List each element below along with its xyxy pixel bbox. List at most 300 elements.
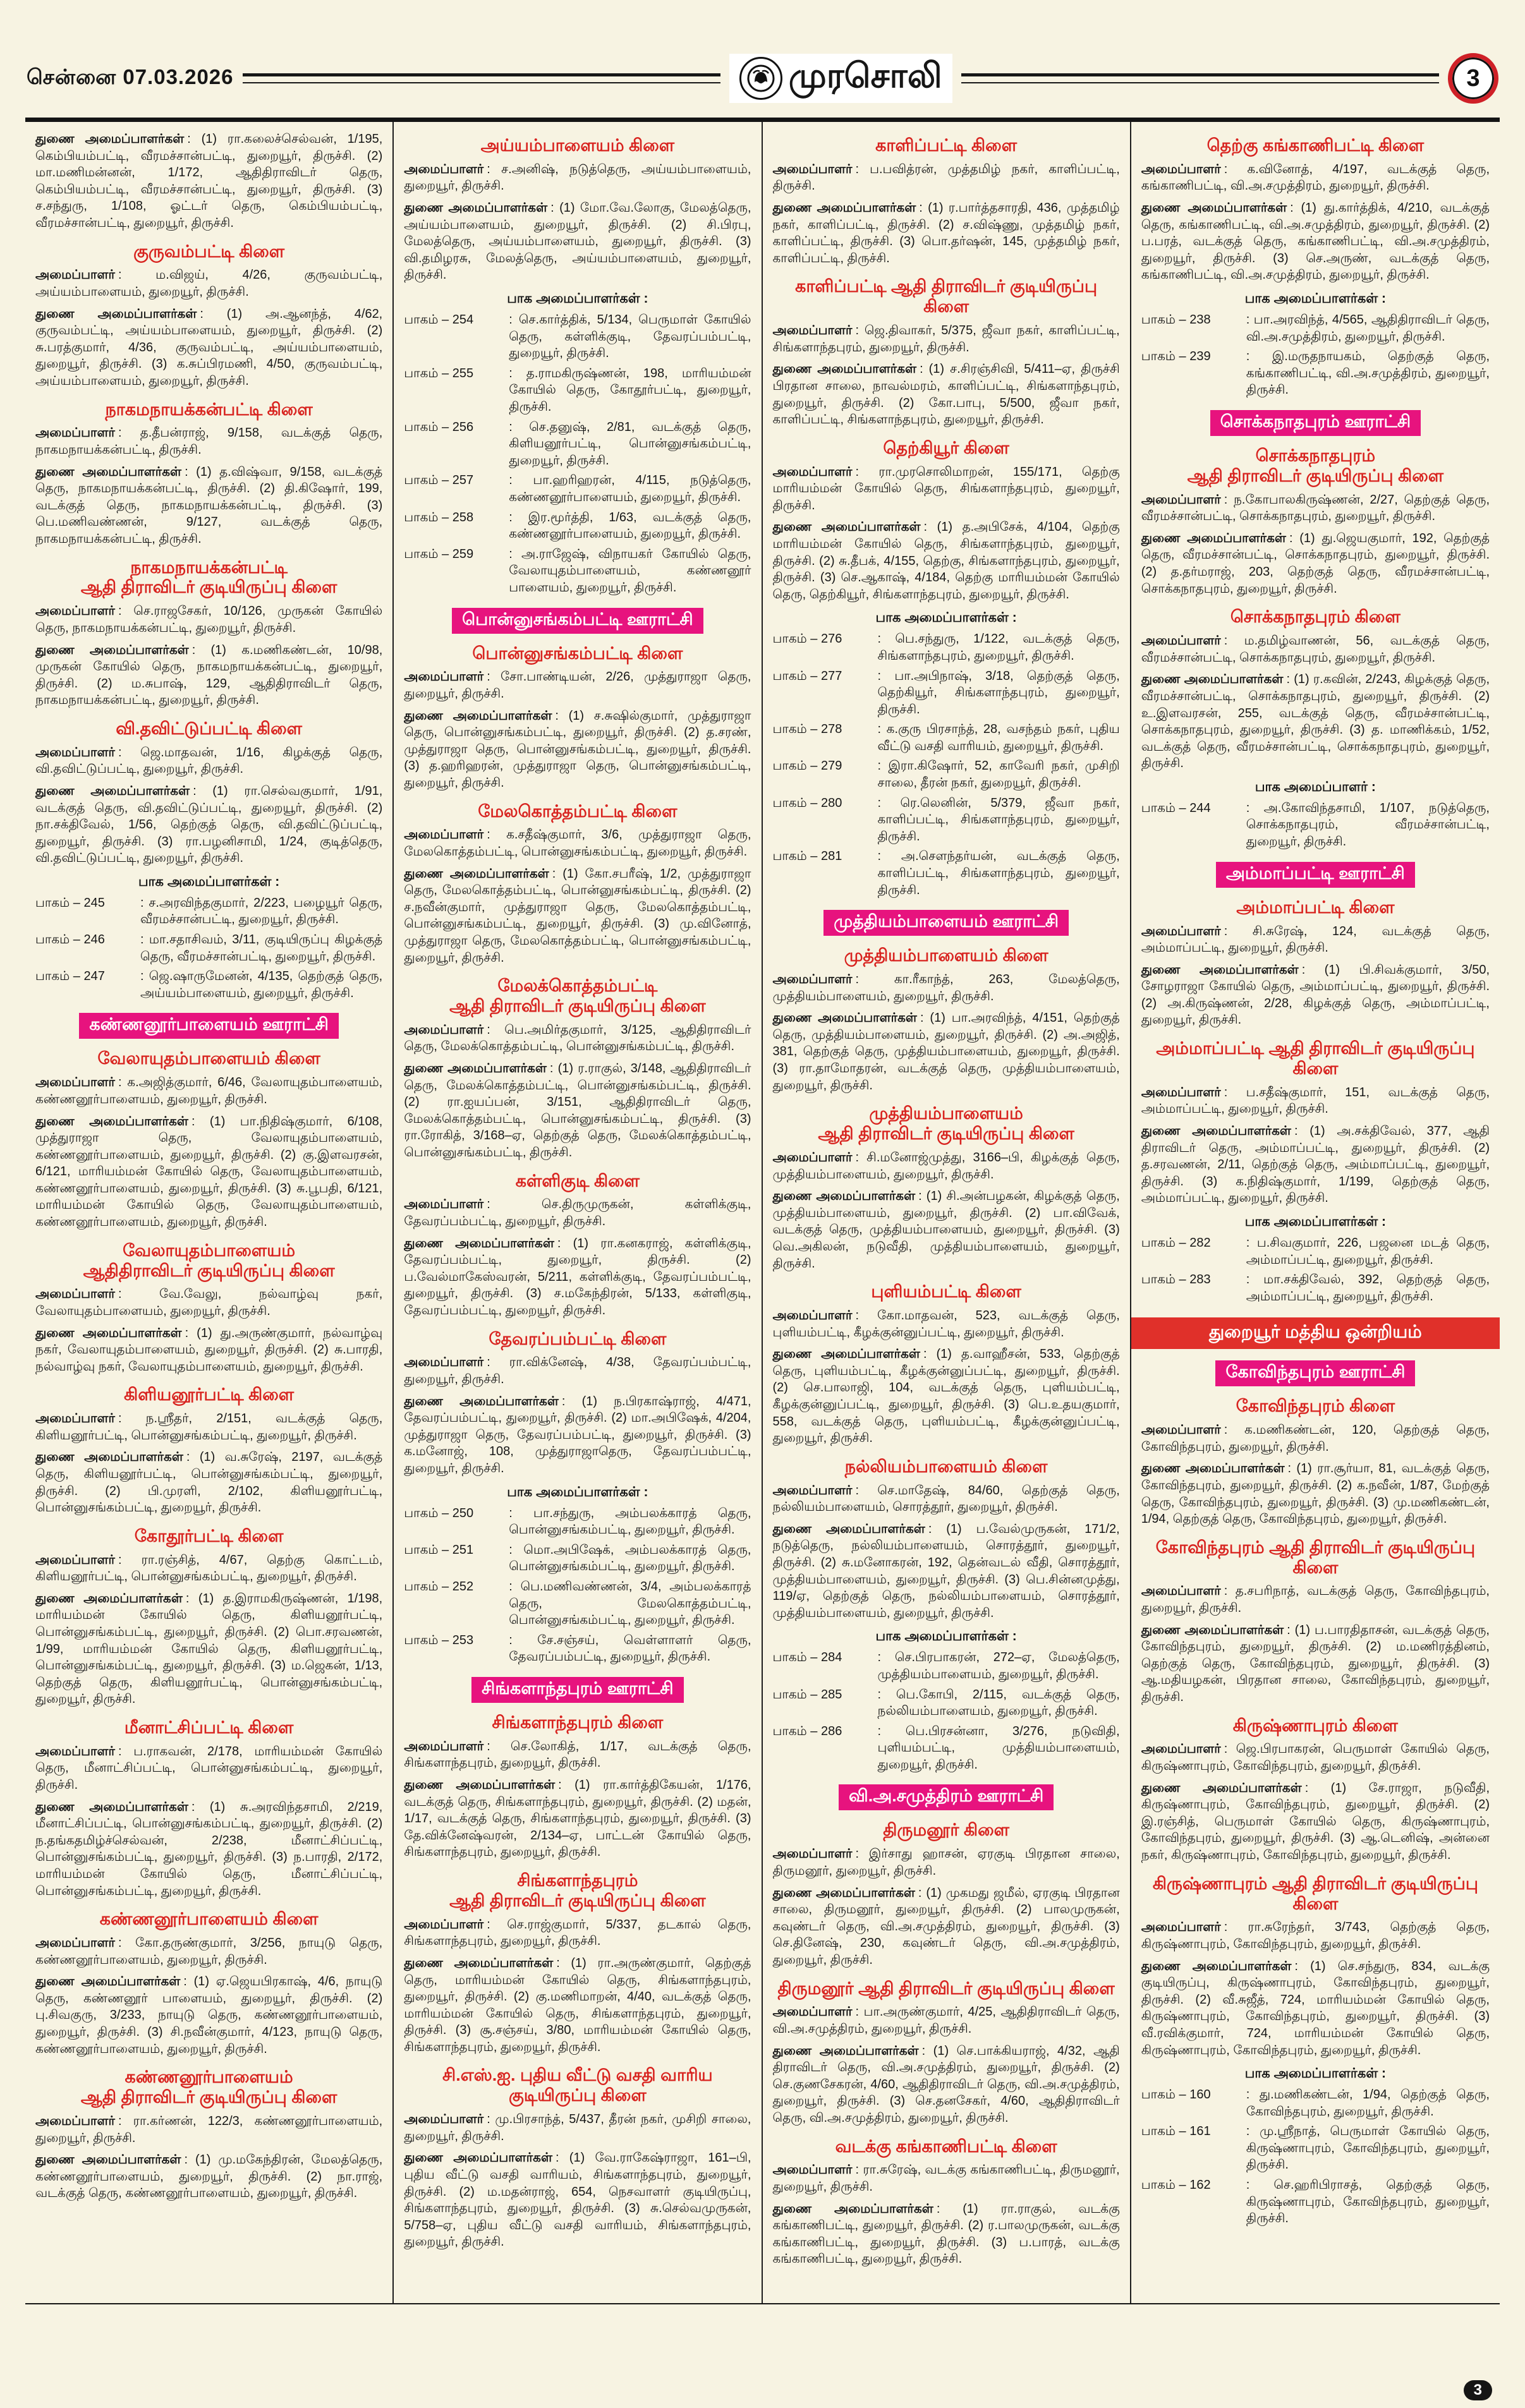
ward-text: : ரெ.லெனின், 5/379, ஜீவா நகர், காளிப்பட்டி, சிங்களாந்தபுரம், துறையூர், திருச்சி. xyxy=(877,796,1120,844)
para-lead: அமைப்பாளர் xyxy=(772,972,853,987)
murasoli-bull-logo-icon xyxy=(739,57,782,100)
ward-list-heading: பாக அமைப்பாளர்கள் : xyxy=(138,874,280,889)
branch-header: கோவிந்தபுரம் ஆதி திராவிடர் குடியிருப்பு கிளை xyxy=(1155,1537,1476,1577)
para-lead: அமைப்பாளர் xyxy=(404,670,484,684)
ward-number: பாகம் – 285 xyxy=(772,1687,842,1702)
office-bearer-para: துணை அமைப்பாளர்கள் : (1) ரா.ராகுல், வடக்கு கங்காணிபட்டி, துறையூர், திருச்சி. (2) ர.பாலமுருகன், வடக்கு கங்காணிபட்டி, துறையூர், திருச்சி. (3) ப.பாரத், வடக்கு கங்காணிபட்டி, துறையூர், திருச்சி. xyxy=(772,2201,1120,2266)
para-lead: துணை அமைப்பாளர்கள் xyxy=(35,464,182,479)
office-bearer-para: துணை அமைப்பாளர்கள் : (1) மோ.வே.லோகு, மேலத்தெரு, அய்யம்பாளையம், துறையூர், திருச்சி. (2) சி.பிரபு, மேலத்தெரு, அய்யம்பாளையம், துறையூர், திருச்சி. (3) வி.தமிழரசு, மேலத்தெரு, அய்யம்பாளையம், துறையூர், திருச்சி. xyxy=(404,201,751,282)
office-bearer-para: அமைப்பாளர் : வே.வேலு, நல்வாழ்வு நகர், வேலாயுதம்பாளையம், துறையூர், திருச்சி. xyxy=(35,1287,383,1318)
ward-row xyxy=(773,795,1120,845)
para-lead: அமைப்பாளர் xyxy=(1141,1742,1221,1757)
para-lead: அமைப்பாளர் xyxy=(772,1483,853,1497)
para-lead: அமைப்பாளர் xyxy=(1141,634,1221,648)
page-number-badge: 3 xyxy=(1448,53,1498,104)
office-bearer-para: துணை அமைப்பாளர்கள் : (1) அ.ஆனந்த், 4/62, குருவம்பட்டி, அய்யம்பாளையம், துறையூர், திருச்சி. (2) சு.பரத்குமார், 4/36, குருவம்பட்டி, அய்யம்பாளையம், துறையூர், திருச்சி. (3) க.சுப்பிரமணி, 4/50, குருவம்பட்டி, அய்யம்பாளையம், துறையூர், திருச்சி. xyxy=(35,306,383,388)
ward-row xyxy=(404,546,751,596)
para-lead: துணை அமைப்பாளர்கள் xyxy=(1141,962,1299,977)
news-column-3 xyxy=(763,122,1131,2303)
office-bearer-para: அமைப்பாளர் : ஜெ.மாதவன், 1/16, கிழக்குத் தெரு, வி.தவிட்டுப்பட்டி, துறையூர், திருச்சி. xyxy=(35,745,383,777)
para-lead: அமைப்பாளர் xyxy=(772,1308,853,1322)
ward-number: பாகம் – 259 xyxy=(404,547,474,561)
office-bearer-para: துணை அமைப்பாளர்கள் : (1) ரா.கலைச்செல்வன், 1/195, கெம்பியம்பட்டி, வீரமச்சான்பட்டி, துறையூர், திருச்சி. (2) மா.மணிமன்னன், 1/172, ஆதிதிராவிடர் தெரு, கெம்பியம்பட்டி, வீரமச்சான்பட்டி, துறையூர், திருச்சி. (3) ச.சந்துரு, 1/108, ஓட்டர் தெரு, கெம்பியம்பட்டி, வீரமச்சான்பட்டி, துறையூர், திருச்சி. xyxy=(35,132,383,230)
branch-header: சொக்கநாதபுரம் கிளை xyxy=(1230,607,1400,627)
branch-header: சொக்கநாதபுரம் ஆதி திராவிடர் குடியிருப்பு கிளை xyxy=(1187,445,1444,485)
ward-number: பாகம் – 284 xyxy=(772,1650,842,1665)
ward-number: பாகம் – 280 xyxy=(772,796,842,810)
ward-number: பாகம் – 246 xyxy=(35,933,105,947)
office-bearer-para: அமைப்பாளர் : த.தீபன்ராஜ், 9/158, வடக்குத் தெரு, நாகமநாயக்கன்பட்டி, திருச்சி. xyxy=(35,426,383,457)
ward-list-heading: பாக அமைப்பாளர் : xyxy=(1255,779,1376,794)
branch-header: குருவம்பட்டி கிளை xyxy=(133,241,285,261)
ward-row xyxy=(1141,2086,1490,2120)
branch-header: சிங்களாந்தபுரம் கிளை xyxy=(492,1712,664,1732)
office-bearer-para: துணை அமைப்பாளர்கள் : (1) செ.சந்துரு, 834, வடக்கு குடியிருப்பு, கிருஷ்ணாபுரம், கோவிந்தபுரம், துறையூர், திருச்சி. (2) வீ.சுஜீத், 724, மாரியம்மன் கோயில் தெரு, கிருஷ்ணாபுரம், கோவிந்தபுரம், துறையூர், திருச்சி. (3) வீ.ரவிக்குமார், 724, மாரியம்மன் கோயில் தெரு, கிருஷ்ணாபுரம், கோவிந்தபுரம், துறையூர், திருச்சி. xyxy=(1141,1959,1490,2057)
office-bearer-para: துணை அமைப்பாளர்கள் : (1) பி.சிவக்குமார், 3/50, சோழராஜா கோயில் தெரு, அம்மாப்பட்டி, துறையூர், திருச்சி. (2) அ.கிருஷ்ணன், 2/28, கிழக்குத் தெரு, அம்மாப்பட்டி, துறையூர், திருச்சி. xyxy=(1141,962,1490,1027)
office-bearer-para: அமைப்பாளர் : சோ.பாண்டியன், 2/26, முத்துராஜா தெரு, துறையூர், திருச்சி. xyxy=(404,670,751,701)
para-lead: துணை அமைப்பாளர்கள் xyxy=(772,362,917,377)
union-banner: துறையூர் மத்திய ஒன்றியம் xyxy=(1131,1317,1500,1349)
para-lead: அமைப்பாளர் xyxy=(35,1412,115,1426)
office-bearer-para: அமைப்பாளர் : செ.திருமுருகன், கள்ளிக்குடி, தேவரப்பம்பட்டி, துறையூர், திருச்சி. xyxy=(404,1197,751,1229)
ward-text: : பெ.பிரசன்னா, 3/276, நடுவிதி, புளியம்பட்டி, முத்தியம்பாளையம், துறையூர், திருச்சி. xyxy=(877,1724,1120,1772)
ward-number: பாகம் – 250 xyxy=(404,1506,474,1520)
branch-header: மேலக்கொத்தம்பட்டி ஆதி திராவிடர் குடியிருப்பு கிளை xyxy=(449,976,706,1015)
office-bearer-para: துணை அமைப்பாளர்கள் : (1) மு.மகேந்திரன், மேலத்தெரு, கண்ணனூர்பாளையம், துறையூர், திருச்சி. (2) நா.ராஜ், வடக்குத் தெரு, கண்ணனூர்பாளையம், துறையூர், திருச்சி. xyxy=(35,2153,383,2201)
ward-number: பாகம் – 245 xyxy=(35,895,105,910)
ward-number: பாகம் – 277 xyxy=(772,669,842,683)
office-bearer-para: அமைப்பாளர் : ரா.சுரேந்தர், 3/743, தெற்குத் தெரு, கிருஷ்ணாபுரம், கோவிந்தபுரம், துறையூர், திருச்சி. xyxy=(1141,1920,1490,1951)
office-bearer-para: துணை அமைப்பாளர்கள் : (1) ச.சிரஞ்சிவி, 5/411–ஏ, திருச்சி பிரதான சாலை, நாவல்மரம், காளிப்பட்டி, சிங்களாந்தபுரம், துறையூர், திருச்சி. (2) கோ.பாபு, 5/500, ஜீவா நகர், காளிப்பட்டி, சிங்களாந்தபுரம், துறையூர், திருச்சி. xyxy=(772,362,1120,427)
office-bearer-para: அமைப்பாளர் : சி.மனோஜ்முத்து, 3166–பி, கிழக்குத் தெரு, முத்தியம்பாளையம், துறையூர், திருச்சி. xyxy=(772,1150,1120,1182)
office-bearer-para: துணை அமைப்பாளர்கள் : (1) ரா.சூர்யா, 81, வடக்குத் தெரு, கோவிந்தபுரம், துறையூர், திருச்சி. (2) க.நவீன், 1/87, மேற்குத் தெரு, கோவிந்தபுரம், துறையூர், திருச்சி. (3) மு.மணிகண்டன், 1/94, தெற்குத் தெரு, கோவிந்தபுரம், துறையூர், திருச்சி. xyxy=(1141,1461,1490,1527)
ward-text: : செ.ஹரிபிராசத், தெற்குத் தெரு, கிருஷ்ணாபுரம், கோவிந்தபுரம், துறையூர், திருச்சி. xyxy=(1246,2178,1490,2226)
office-bearer-para: துணை அமைப்பாளர்கள் : (1) வ.சுரேஷ், 2197, வடக்குத் தெரு, கிளியனூர்பட்டி, பொன்னுசங்கம்பட்டி, துறையூர், திருச்சி. (2) பி.முரளி, 2/102, கிளியனூர்பட்டி, பொன்னுசங்கம்பட்டி, துறையூர், திருச்சி. xyxy=(35,1450,383,1515)
branch-header: கண்ணனூர்பாளையம் கிளை xyxy=(99,1909,319,1929)
office-bearer-para: துணை அமைப்பாளர்கள் : (1) து.கார்த்திக், 4/210, வடக்குத் தெரு, கங்காணிபட்டி, வி.அ.சமுத்திரம், துறையூர், திருச்சி. (2) ப.பரத், வடக்குத் தெரு, கங்காணிபட்டி, வி.அ.சமுத்திரம், துறையூர், திருச்சி. (3) செ.அருண், வடக்குத் தெரு, கங்காணிபட்டி, வி.அ.சமுத்திரம், துறையூர், திருச்சி. xyxy=(1141,201,1490,282)
ward-text: : ஜெ.ஷாருமேனன், 4/135, தெற்குத் தெரு, அய்யம்பாளையம், துறையூர், திருச்சி. xyxy=(140,969,383,1000)
branch-header: வடக்கு கங்காணிபட்டி கிளை xyxy=(835,2136,1057,2156)
office-bearer-para: அமைப்பாளர் : ரா.ரஞ்சித், 4/67, தெற்கு கொட்டம், கிளியனூர்பட்டி, பொன்னுசங்கம்பட்டி, துறையூர், திருச்சி. xyxy=(35,1552,383,1584)
ward-text: : செ.கார்த்திக், 5/134, பெருமாள் கோயில் தெரு, கள்ளிக்குடி, தேவரப்பம்பட்டி, துறையூர், திருச்சி. xyxy=(509,313,751,361)
ward-number: பாகம் – 238 xyxy=(1141,313,1211,327)
ward-text: : பா.அபிநாஷ், 3/18, தெற்குத் தெரு, தெற்கியூர், சிங்களாந்தபுரம், துறையூர், திருச்சி. xyxy=(877,669,1120,717)
branch-header: சி.எஸ்.ஐ. புதிய வீட்டு வசதி வாரிய குடியிருப்பு கிளை xyxy=(442,2066,713,2105)
office-bearer-para: துணை அமைப்பாளர்கள் : (1) ப.வேல்முருகன், 171/2, நடுத்தெரு, நல்லியம்பாளையம், சொரத்தூர், துறையூர், திருச்சி. (2) சு.மனோகரன், 192, தென்வடல் வீதி, சொரத்தூர், முத்தியம்பாளையம், துறையூர், திருச்சி. (3) பெ.சின்னமுத்து, 119/ஏ, தெற்குத் தெரு, நல்லியம்பாளையம், சொரத்தூர், முத்தியம்பாளையம், துறையூர், திருச்சி. xyxy=(772,1522,1120,1620)
ward-number: பாகம் – 239 xyxy=(1141,349,1211,364)
para-lead: துணை அமைப்பாளர்கள் xyxy=(1141,1959,1292,1973)
newspaper-title: முரசொலி xyxy=(788,57,942,95)
para-lead: துணை அமைப்பாளர்கள் xyxy=(35,1975,181,1989)
para-lead: அமைப்பாளர் xyxy=(35,426,115,440)
ward-text: : மு.ஸ்ரீநாத், பெருமாள் கோயில் தெரு, கிருஷ்ணாபுரம், கோவிந்தபுரம், துறையூர், திருச்சி. xyxy=(1246,2124,1490,2172)
para-lead: அமைப்பாளர் xyxy=(35,2114,115,2128)
ward-text: : பெ.கோபி, 2/115, வடக்குத் தெரு, நல்லியம்பாளையம், துறையூர், திருச்சி. xyxy=(877,1687,1120,1719)
office-bearer-para: அமைப்பாளர் : செ.ராஜசேகர், 10/126, முருகன் கோயில் தெரு, நாகமநாயக்கன்பட்டி, துறையூர், திருச்சி. xyxy=(35,604,383,635)
branch-header: முத்தியம்பாளையம் ஆதி திராவிடர் குடியிருப்பு கிளை xyxy=(818,1104,1074,1144)
office-bearer-para: துணை அமைப்பாளர்கள் : (1) ர.பார்த்தசாரதி, 436, முத்தமிழ் நகர், காளிப்பட்டி, திருச்சி. (2) ச.விஷ்ணு, முத்தமிழ் நகர், காளிப்பட்டி, திருச்சி. (3) பொ.தர்ஷன், 145, முத்தமிழ் நகர், காளிப்பட்டி, திருச்சி. xyxy=(772,201,1120,265)
para-lead: துணை அமைப்பாளர்கள் xyxy=(404,1062,547,1076)
branch-header: வேலாயுதம்பாளையம் கிளை xyxy=(97,1049,320,1068)
office-bearer-para: அமைப்பாளர் : ரா.முரசொலிமாறன், 155/171, தெற்கு மாரியம்மன் கோயில் தெரு, சிங்களாந்தபுரம், துறையூர், திருச்சி. xyxy=(772,464,1120,512)
ward-text: : இரா.கிஷோர், 52, காவேரி நகர், முசிறி சாலை, தீரன் நகர், துறையூர், திருச்சி. xyxy=(877,759,1120,790)
branch-header: தேவரப்பம்பட்டி கிளை xyxy=(489,1329,667,1348)
para-lead: துணை அமைப்பாளர்கள் xyxy=(35,1450,183,1465)
office-bearer-para: அமைப்பாளர் : ப.சதீஷ்குமார், 151, வடக்குத் தெரு, அம்மாப்பட்டி, துறையூர், திருச்சி. xyxy=(1141,1085,1490,1116)
office-bearer-para: அமைப்பாளர் : ச.அனிஷ், நடுத்தெரு, அய்யம்பாளையம், துறையூர், திருச்சி. xyxy=(404,162,751,193)
para-lead: துணை அமைப்பாளர்கள் xyxy=(404,1236,554,1250)
office-bearer-para: துணை அமைப்பாளர்கள் : (1) கோ.சபரீஷ், 1/2, முத்துராஜா தெரு, மேலகொத்தம்பட்டி, பொன்னுசங்கம்பட்டி, திருச்சி. (2) ச.நவீன்குமார், முத்துராஜா தெரு, மேலகொத்தம்பட்டி, பொன்னுசங்கம்பட்டி, துறையூர், திருச்சி. (3) மு.வினோத், முத்துராஜா தெரு, மேலகொத்தம்பட்டி, பொன்னுசங்கம்பட்டி, துறையூர், திருச்சி. xyxy=(404,866,751,965)
office-bearer-para: அமைப்பாளர் : கோ.தருண்குமார், 3/256, நாயுடு தெரு, கண்ணனூர்பாளையம், துறையூர், திருச்சி. xyxy=(35,1936,383,1967)
branch-header: தெற்கியூர் கிளை xyxy=(883,438,1009,457)
ward-row xyxy=(404,472,751,505)
para-lead: துணை அமைப்பாளர்கள் xyxy=(772,520,921,535)
para-lead: துணை அமைப்பாளர்கள் xyxy=(35,1326,182,1340)
office-bearer-para: துணை அமைப்பாளர்கள் : (1) வே.ராகேஷ்ராஜா, 161–பி, புதிய வீட்டு வசதி வாரியம், சிங்களாந்தபுரம், துறையூர், திருச்சி. (2) ம.மதன்ராஜ், 654, நெசவாளர் குடியிருப்பு, சிங்களாந்தபுரம், துறையூர், திருச்சி. (3) சு.செல்வமுருகன், 5/758–ஏ, புதிய வீட்டு வசதி வாரியம், சிங்களாந்தபுரம், துறையூர், திருச்சி. xyxy=(404,2151,751,2249)
ward-text: : மா.சக்திவேல், 392, தெற்குத் தெரு, அம்மாப்பட்டி, துறையூர், திருச்சி. xyxy=(1246,1273,1490,1304)
para-lead: துணை அமைப்பாளர்கள் xyxy=(772,1522,925,1536)
ward-text: : பா.சந்துரு, அம்பலக்காரத் தெரு, பொன்னுசங்கம்பட்டி, துறையூர், திருச்சி. xyxy=(509,1506,751,1537)
para-lead: துணை அமைப்பாளர்கள் xyxy=(35,643,189,657)
office-bearer-para: துணை அமைப்பாளர்கள் : (1) ரா.அருண்குமார், தெற்குத் தெரு, மாரியம்மன் கோயில் தெரு, சிங்களாந்தபுரம், துறையூர், திருச்சி. (2) கு.மணிமாறன், 4/40, வடக்குத் தெரு, மாரியம்மன் கோயில் தெரு, சிங்களாந்தபுரம், துறையூர், திருச்சி. (3) சூ.சஞ்சய், 3/80, மாரியம்மன் கோயில் தெரு, சிங்களாந்தபுரம், துறையூர், திருச்சி. xyxy=(404,1956,751,2054)
office-bearer-para: அமைப்பாளர் : செ.லோகித், 1/17, வடக்குத் தெரு, சிங்களாந்தபுரம், துறையூர், திருச்சி. xyxy=(404,1739,751,1770)
ward-text: : ப.சிவகுமார், 226, பஜனை மடத் தெரு, அம்மாப்பட்டி, துறையூர், திருச்சி. xyxy=(1246,1235,1490,1267)
ward-text: : அ.கோவிந்தசாமி, 1/107, நடுத்தெரு, சொக்கநாதபுரம், வீரமச்சான்பட்டி, துறையூர், திருச்சி. xyxy=(1246,801,1490,849)
header-rule-right xyxy=(961,73,1439,83)
masthead xyxy=(729,54,952,103)
ward-row xyxy=(773,848,1120,898)
para-lead: துணை அமைப்பாளர்கள் xyxy=(404,201,548,215)
office-bearer-para: துணை அமைப்பாளர்கள் : (1) ப.பாரதிதாசன், வடக்குத் தெரு, கோவிந்தபுரம், துறையூர், திருச்சி. (2) ம.மணிரத்தினம், தெற்குத் தெரு, கோவிந்தபுரம், துறையூர், திருச்சி. (3) ஆ.மதியழகன், பிரதான சாலை, கோவிந்தபுரம், துறையூர், திருச்சி. xyxy=(1141,1623,1490,1705)
para-lead: அமைப்பாளர் xyxy=(772,324,853,338)
panchayat-banner: கண்ணனூர்பாளையம் ஊராட்சி xyxy=(79,1013,338,1039)
ward-text: : இ.மருதநாயகம், தெற்குத் தெரு, கங்காணிபட்டி, வி.அ.சமுத்திரம், துறையூர், திருச்சி. xyxy=(1246,349,1490,397)
ward-row xyxy=(1141,2123,1490,2174)
ward-number: பாகம் – 254 xyxy=(404,313,474,327)
branch-header: நாகமநாயக்கன்பட்டி கிளை xyxy=(105,399,313,419)
ward-number: பாகம் – 160 xyxy=(1141,2088,1211,2102)
office-bearer-para: துணை அமைப்பாளர்கள் : (1) க.மணிகண்டன், 10/98, முருகன் கோயில் தெரு, நாகமநாயக்கன்பட்டி, துறையூர், திருச்சி. (2) ம.சுபாஷ், 129, ஆதிதிராவிடர் தெரு, நாகமநாயக்கன்பட்டி, துறையூர், திருச்சி. xyxy=(35,643,383,708)
para-lead: துணை அமைப்பாளர்கள் xyxy=(1141,1123,1291,1138)
ward-text: : பா.ஹரிஹரன், 4/115, நடுத்தெரு, கண்ணனூர்பாளையம், துறையூர், திருச்சி. xyxy=(509,473,751,504)
para-lead: துணை அமைப்பாளர்கள் xyxy=(404,1956,554,1970)
office-bearer-para: அமைப்பாளர் : ப.பவித்ரன், முத்தமிழ் நகர், காளிப்பட்டி, திருச்சி. xyxy=(772,162,1120,193)
para-lead: அமைப்பாளர் xyxy=(1141,1584,1221,1599)
para-lead: துணை அமைப்பாளர்கள் xyxy=(35,1800,188,1814)
branch-header: வேலாயுதம்பாளையம் ஆதிதிராவிடர் குடியிருப்பு கிளை xyxy=(83,1240,335,1280)
branch-header: திருமனூர் கிளை xyxy=(883,1820,1009,1840)
office-bearer-para: அமைப்பாளர் : க.மணிகண்டன், 120, தெற்குத் தெரு, கோவிந்தபுரம், துறையூர், திருச்சி. xyxy=(1141,1423,1490,1454)
office-bearer-para: துணை அமைப்பாளர்கள் : (1) து.அருண்குமார், நல்வாழ்வு நகர், வேலாயுதம்பாளையம், துறையூர், திருச்சி. (2) சு.பாரதி, நல்வாழ்வு நகர், வேலாயுதம்பாளையம், துறையூர், திருச்சி. xyxy=(35,1326,383,1374)
office-bearer-para: துணை அமைப்பாளர்கள் : (1) ஏ.ஜெயபிரகாஷ், 4/6, நாயுடு தெரு, கண்ணனூர் பாளையம், துறையூர், திருச்சி. (2) பு.சிவகுரு, 3/233, நாயுடு தெரு, கண்ணனூர்பாளையம், துறையூர், திருச்சி. (3) சி.நவீன்குமார், 4/123, நாயுடு தெரு, கண்ணனூர்பாளையம், துறையூர், திருச்சி. xyxy=(35,1975,383,2056)
office-bearer-para: அமைப்பாளர் : ந.கோபாலகிருஷ்ணன், 2/27, தெற்குத் தெரு, வீரமச்சான்பட்டி, சொக்கநாதபுரம், துறையூர், திருச்சி. xyxy=(1141,492,1490,524)
office-bearer-para: அமைப்பாளர் : சி.சுரேஷ், 124, வடக்குத் தெரு, அம்மாப்பட்டி, துறையூர், திருச்சி. xyxy=(1141,924,1490,955)
ward-number: பாகம் – 282 xyxy=(1141,1235,1211,1250)
ward-row xyxy=(404,1632,751,1666)
ward-number: பாகம் – 279 xyxy=(772,759,842,773)
para-lead: துணை அமைப்பாளர்கள் xyxy=(772,1189,916,1204)
para-lead: அமைப்பாளர் xyxy=(1141,924,1221,938)
ward-list-heading: பாக அமைப்பாளர்கள் : xyxy=(875,1629,1017,1644)
ward-text: : மா.சதாசிவம், 3/11, குடியிருப்பு கிழக்குத் தெரு, வீரமச்சான்பட்டி, துறையூர், திருச்சி. xyxy=(140,933,383,964)
para-lead: அமைப்பாளர் xyxy=(1141,162,1221,176)
office-bearer-para: அமைப்பாளர் : க.அஜித்குமார், 6/46, வேலாயுதம்பாளையம், கண்ணனூர்பாளையம், துறையூர், திருச்சி. xyxy=(35,1075,383,1106)
para-lead: அமைப்பாளர் xyxy=(772,2163,853,2177)
branch-header: கண்ணனூர்பாளையம் ஆதி திராவிடர் குடியிருப்பு கிளை xyxy=(80,2067,337,2107)
para-lead: அமைப்பாளர் xyxy=(35,1552,115,1567)
branch-header: பொன்னுசங்கம்பட்டி கிளை xyxy=(472,643,683,663)
ward-text: : த.ராமகிருஷ்ணன், 198, மாரியம்மன் கோயில் தெரு, கோதூர்பட்டி, துறையூர், திருச்சி. xyxy=(509,366,751,414)
branch-header: சிங்களாந்தபுரம் ஆதி திராவிடர் குடியிருப்பு கிளை xyxy=(449,1871,706,1910)
ward-text: : பெ.சந்துரு, 1/122, வடக்குத் தெரு, சிங்களாந்தபுரம், துறையூர், திருச்சி. xyxy=(877,632,1120,663)
branch-header: தெற்கு கங்காணிபட்டி கிளை xyxy=(1206,136,1425,155)
para-lead: துணை அமைப்பாளர்கள் xyxy=(404,1394,559,1408)
office-bearer-para: அமைப்பாளர் : இர்சாது ஹாசன், ஏரகுடி பிரதான சாலை, திருமனூர், துறையூர், திருச்சி. xyxy=(772,1847,1120,1878)
office-bearer-para: அமைப்பாளர் : பா.அருண்குமார், 4/25, ஆதிதிராவிடர் தெரு, வி.அ.சமுத்திரம், துறையூர், திருச்சி. xyxy=(772,2005,1120,2036)
panchayat-banner: வி.அ.சமுத்திரம் ஊராட்சி xyxy=(839,1784,1054,1810)
ward-row xyxy=(404,365,751,416)
office-bearer-para: துணை அமைப்பாளர்கள் : (1) சே.ராஜா, நடுவீதி, கிருஷ்ணாபுரம், கோவிந்தபுரம், துறையூர், திருச்சி. (2) இ.ரஞ்சித், பெருமாள் கோயில் தெரு, கிருஷ்ணாபுரம், கோவிந்தபுரம், துறையூர், திருச்சி. (3) ஆ.டெனிஷ், அன்னை நகர், கிருஷ்ணாபுரம், கோவிந்தபுரம், துறையூர், திருச்சி. xyxy=(1141,1781,1490,1863)
ward-list-heading: பாக அமைப்பாளர்கள் : xyxy=(875,610,1017,626)
office-bearer-para: அமைப்பாளர் : த.சபரிநாத், வடக்குத் தெரு, கோவிந்தபுரம், துறையூர், திருச்சி. xyxy=(1141,1584,1490,1616)
para-lead: அமைப்பாளர் xyxy=(1141,1423,1221,1437)
para-lead: அமைப்பாளர் xyxy=(35,268,115,282)
para-lead: அமைப்பாளர் xyxy=(772,464,853,479)
ward-row xyxy=(404,1505,751,1539)
branch-header: கிருஷ்ணாபுரம் கிளை xyxy=(1232,1715,1398,1735)
office-bearer-para: அமைப்பாளர் : கோ.மாதவன், 523, வடக்குத் தெரு, புளியம்பட்டி, கீழக்குன்னுப்பட்டி, துறையூர், திருச்சி. xyxy=(772,1308,1120,1340)
para-lead: அமைப்பாளர் xyxy=(404,2112,484,2127)
branch-header: முத்தியம்பாளையம் கிளை xyxy=(844,946,1048,965)
branch-header: நல்லியம்பாளையம் கிளை xyxy=(844,1456,1048,1476)
para-lead: அமைப்பாளர் xyxy=(404,162,484,176)
ward-row xyxy=(773,1723,1120,1774)
office-bearer-para: அமைப்பாளர் : செ.ராஜ்குமார், 5/337, தடகால் தெரு, சிங்களாந்தபுரம், துறையூர், திருச்சி. xyxy=(404,1917,751,1949)
para-lead: துணை அமைப்பாளர்கள் xyxy=(404,2151,552,2165)
office-bearer-para: அமைப்பாளர் : ப.ராகவன், 2/178, மாரியம்மன் கோயில் தெரு, மீனாட்சிப்பட்டி, பொன்னுசங்கம்பட்டி, துறையூர், திருச்சி. xyxy=(35,1744,383,1793)
ward-row xyxy=(773,721,1120,754)
ward-number: பாகம் – 247 xyxy=(35,969,105,984)
ward-number: பாகம் – 251 xyxy=(404,1542,474,1557)
ward-text: : அ.ராஜேஷ், விநாயகர் கோயில் தெரு, வேலாயுதம்பாளையம், கண்ணனூர் பாளையம், துறையூர், திருச்சி. xyxy=(509,547,751,595)
office-bearer-para: துணை அமைப்பாளர்கள் : (1) ரா.கனகராஜ், கள்ளிக்குடி, தேவரப்பம்பட்டி, துறையூர், திருச்சி. (2) ப.வேல்மாகேஸ்வரன், 5/211, கள்ளிக்குடி, தேவரப்பம்பட்டி, துறையூர், திருச்சி. (3) ச.மகேந்திரன், 5/133, கள்ளிகுடி, தேவரப்பம்பட்டி, துறையூர், திருச்சி. xyxy=(404,1236,751,1318)
para-lead: துணை அமைப்பாளர்கள் xyxy=(772,2043,919,2058)
ward-text: : மொ.அபிஷேக், அம்பலக்காரத் தெரு, பொன்னுசங்கம்பட்டி, துறையூர், திருச்சி. xyxy=(509,1542,751,1574)
para-lead: துணை அமைப்பாளர்கள் xyxy=(772,1885,915,1900)
para-lead: அமைப்பாளர் xyxy=(772,2005,853,2019)
para-lead: துணை அமைப்பாளர்கள் xyxy=(404,866,549,881)
office-bearer-para: அமைப்பாளர் : ரா.கர்ணன், 122/3, கண்ணனூர்பாளையம், துறையூர், திருச்சி. xyxy=(35,2114,383,2145)
ward-row xyxy=(773,668,1120,718)
ward-text: : பெ.மணிவண்ணன், 3/4, அம்பலக்காரத் தெரு, மேலகொத்தம்பட்டி, பொன்னுசங்கம்பட்டி, துறையூர், திருச்சி. xyxy=(509,1580,751,1628)
ward-number: பாகம் – 255 xyxy=(404,366,474,380)
para-lead: துணை அமைப்பாளர்கள் xyxy=(404,708,552,723)
panchayat-banner: கோவிந்தபுரம் ஊராட்சி xyxy=(1215,1360,1415,1386)
para-lead: துணை அமைப்பாளர்கள் xyxy=(772,1347,920,1362)
para-lead: அமைப்பாளர் xyxy=(404,1197,484,1212)
branch-header: காளிப்பட்டி ஆதி திராவிடர் குடியிருப்பு கிளை xyxy=(795,277,1098,317)
office-bearer-para: அமைப்பாளர் : பெ.அமிர்தகுமார், 3/125, ஆதிதிராவிடர் தெரு, மேலக்கொத்தம்பட்டி, பொன்னுசங்கம்பட்டி, திருச்சி. xyxy=(404,1022,751,1054)
office-bearer-para: துணை அமைப்பாளர்கள் : (1) செ.பாக்கியராஜ், 4/32, ஆதி திராவிடர் தெரு, வி.அ.சமுத்திரம், துறையூர், திருச்சி. (2) செ.குணசேகரன், 4/60, ஆதிதிராவிடர் தெரு, வி.அ.சமுத்திரம், துறையூர், திருச்சி. (3) செ.தனசேகர், 4/60, ஆதிதிராவிடர் தெரு, வி.அ.சமுத்திரம், துறையூர், திருச்சி. xyxy=(772,2043,1120,2125)
ward-text: : ச.அரவிந்தகுமார், 2/223, பழையூர் தெரு, வீரமச்சான்பட்டி, துறையூர், திருச்சி. xyxy=(140,895,383,927)
office-bearer-para: அமைப்பாளர் : ஜெ.திவாகர், 5/375, ஜீவா நகர், காளிப்பட்டி, சிங்களாந்தபுரம், துறையூர், திருச்சி. xyxy=(772,324,1120,354)
para-lead: துணை அமைப்பாளர்கள் xyxy=(35,306,197,321)
para-lead: அமைப்பாளர் xyxy=(1141,492,1221,507)
office-bearer-para: துணை அமைப்பாளர்கள் : (1) சு.அரவிந்தசாமி, 2/219, மீனாட்சிப்பட்டி, பொன்னுசங்கம்பட்டி, துறையூர், திருச்சி. (2) ந.தங்கதமிழ்ச்செல்வன், 2/238, மீனாட்சிப்பட்டி, பொன்னுசங்கம்பட்டி, துறையூர், திருச்சி. (3) ந.பாரதி, 2/172, மாரியம்மன் கோயில் தெரு, மீனாட்சிப்பட்டி, பொன்னுசங்கம்பட்டி, துறையூர், திருச்சி. xyxy=(35,1800,383,1898)
ward-number: பாகம் – 281 xyxy=(772,849,842,864)
ward-list-heading: பாக அமைப்பாளர்கள் : xyxy=(507,1484,648,1499)
para-lead: அமைப்பாளர் xyxy=(1141,1085,1221,1099)
ward-number: பாகம் – 286 xyxy=(772,1724,842,1738)
para-lead: துணை அமைப்பாளர்கள் xyxy=(772,1011,917,1026)
office-bearer-para: அமைப்பாளர் : க.சதீஷ்குமார், 3/6, முத்துராஜா தெரு, மேலகொத்தம்பட்டி, பொன்னுசங்கம்பட்டி, துறையூர், திருச்சி. xyxy=(404,828,751,859)
office-bearer-para: அமைப்பாளர் : மு.பிரசாந்த், 5/437, தீரன் நகர், முசிறி சாலை, துறையூர், திருச்சி. xyxy=(404,2112,751,2143)
office-bearer-para: துணை அமைப்பாளர்கள் : (1) த.இராமகிருஷ்ணன், 1/198, மாரியம்மன் கோயில் தெரு, கிளியனூர்பட்டி, பொன்னுசங்கம்பட்டி, துறையூர், திருச்சி. (2) பொ.சரவணன், 1/99, மாரியம்மன் கோயில் தெரு, கிளியனூர்பட்டி, பொன்னுசங்கம்பட்டி, துறையூர், திருச்சி. (3) ம.ஜெகன், 1/13, தெற்குத் தெரு, கிளியனூர்பட்டி, பொன்னுசங்கம்பட்டி, துறையூர், திருச்சி. xyxy=(35,1591,383,1707)
ward-row xyxy=(35,968,382,1001)
ward-text: : சே.சஞ்சய், வெள்ளாளர் தெரு, தேவரப்பம்பட்டி, துறையூர், திருச்சி. xyxy=(509,1633,751,1664)
branch-header: கள்ளிகுடி கிளை xyxy=(515,1171,640,1190)
para-lead: அமைப்பாளர் xyxy=(404,1917,484,1932)
branch-header: கிளியனூர்பட்டி கிளை xyxy=(124,1385,295,1405)
para-lead: அமைப்பாளர் xyxy=(35,1936,115,1951)
ward-row xyxy=(1141,1271,1490,1305)
para-lead: துணை அமைப்பாளர்கள் xyxy=(772,201,916,215)
panchayat-banner: சிங்களாந்தபுரம் ஊராட்சி xyxy=(471,1677,683,1703)
para-lead: துணை அமைப்பாளர்கள் xyxy=(1141,201,1287,215)
ward-number: பாகம் – 256 xyxy=(404,420,474,434)
ward-row xyxy=(404,419,751,469)
ward-text: : செ.பிரபாகரன், 272–ஏ, மேலத்தெரு, முத்தியம்பாளையம், துறையூர், திருச்சி. xyxy=(877,1650,1120,1681)
ward-row xyxy=(404,1578,751,1629)
para-lead: துணை அமைப்பாளர்கள் xyxy=(1141,1461,1285,1476)
para-lead: துணை அமைப்பாளர்கள் xyxy=(35,1114,188,1128)
para-lead: துணை அமைப்பாளர்கள் xyxy=(35,132,185,146)
branch-header: மேலகொத்தம்பட்டி கிளை xyxy=(478,801,677,821)
ward-list-heading: பாக அமைப்பாளர்கள் : xyxy=(1244,2066,1387,2081)
footer-page-number: 3 xyxy=(1464,2380,1492,2400)
office-bearer-para: அமைப்பாளர் : க.வினோத், 4/197, வடக்குத் தெரு, கங்காணிபட்டி, வி.அ.சமுத்திரம், துறையூர், திருச்சி. xyxy=(1141,162,1490,193)
ward-row xyxy=(773,1686,1120,1720)
office-bearer-para: அமைப்பாளர் : ம.தமிழ்வாணன், 56, வடக்குத் தெரு, வீரமச்சான்பட்டி, சொக்கநாதபுரம், துறையூர், திருச்சி. xyxy=(1141,634,1490,665)
office-bearer-para: துணை அமைப்பாளர்கள் : (1) ந.பிரகாஷ்ராஜ், 4/471, தேவரப்பம்பட்டி, துறையூர், திருச்சி. (2) மா.அபிஷேக், 4/204, முத்துராஜா தெரு, தேவரப்பம்பட்டி, துறையூர், திருச்சி. (3) க.மனோஜ், 108, முத்துராஜாதெரு, தேவரப்பம்பட்டி, துறையூர், திருச்சி. xyxy=(404,1394,751,1476)
ward-text: : அ.சௌந்தர்யன், வடக்குத் தெரு, காளிப்பட்டி, சிங்களாந்தபுரம், துறையூர், திருச்சி. xyxy=(877,849,1120,897)
ward-row xyxy=(773,1649,1120,1683)
office-bearer-para: அமைப்பாளர் : கா.ரீகாந்த், 263, மேலத்தெரு, முத்தியம்பாளையம், துறையூர், திருச்சி. xyxy=(772,972,1120,1003)
para-lead: அமைப்பாளர் xyxy=(404,1355,484,1370)
office-bearer-para: துணை அமைப்பாளர்கள் : (1) து.ஜெயகுமார், 192, தெற்குத் தெரு, வீரமச்சான்பட்டி, சொக்கநாதபுரம், துறையூர், திருச்சி. (2) த.தர்மராஜ், 203, தெற்குத் தெரு, வீரமச்சான்பட்டி, சொக்கநாதபுரம், துறையூர், திருச்சி. xyxy=(1141,531,1490,596)
ward-text: : து.மணிகண்டன், 1/94, தெற்குத் தெரு, கோவிந்தபுரம், துறையூர், திருச்சி. xyxy=(1246,2088,1490,2119)
branch-header: காளிப்பட்டி கிளை xyxy=(875,136,1018,155)
office-bearer-para: துணை அமைப்பாளர்கள் : (1) ரா.கார்த்திகேயன், 1/176, வடக்குத் தெரு, சிங்களாந்தபுரம், துறையூர், திருச்சி. (2) மதன், 1/17, வடக்குத் தெரு, சிங்களாந்தபுரம், துறையூர், திருச்சி. (3) தே.விக்னேஷ்வரன், 2/134–ஏ, பாட்டன் கோயில் தெரு, சிங்களாந்தபுரம், துறையூர், திருச்சி. xyxy=(404,1778,751,1860)
ward-number: பாகம் – 283 xyxy=(1141,1273,1211,1287)
office-bearer-para: அமைப்பாளர் : ஜெ.பிரபாகரன், பெருமாள் கோயில் தெரு, கிருஷ்ணாபுரம், கோவிந்தபுரம், துறையூர், திருச்சி. xyxy=(1141,1742,1490,1774)
branch-header: அய்யம்பாளையம் கிளை xyxy=(480,136,675,155)
branch-header: புளியம்பட்டி கிளை xyxy=(871,1282,1021,1302)
ward-row xyxy=(773,631,1120,664)
office-bearer-para: துணை அமைப்பாளர்கள் : (1) பா.நிதிஷ்குமார், 6/108, முத்துராஜா தெரு, வேலாயுதம்பாளையம், கண்ணனூர்பாளையம், துறையூர், திருச்சி. (2) கு.இளவரசன், 6/121, மாரியம்மன் கோயில் தெரு, வேலாயுதம்பாளையம், கண்ணனூர்பாளையம், துறையூர், திருச்சி. (3) சு.பூபதி, 6/121, மாரியம்மன் கோயில் தெரு, வேலாயுதம்பாளையம், கண்ணனூர்பாளையம், துறையூர், திருச்சி. xyxy=(35,1114,383,1230)
para-lead: துணை அமைப்பாளர்கள் xyxy=(35,2153,181,2167)
ward-text: : இர.மூர்த்தி, 1/63, வடக்குத் தெரு, கண்ணனூர்பாளையம், துறையூர், திருச்சி. xyxy=(509,510,751,541)
panchayat-banner: அம்மாப்பட்டி ஊராட்சி xyxy=(1216,862,1415,888)
para-lead: அமைப்பாளர் xyxy=(404,828,484,842)
office-bearer-para: துணை அமைப்பாளர்கள் : (1) ச.சுஷில்குமார், முத்துராஜா தெரு, பொன்னுசங்கம்பட்டி, துறையூர், திருச்சி. (2) த.சரண், முத்துராஜா தெரு, பொன்னுசங்கம்பட்டி, துறையூர், திருச்சி. (3) த.ஹரிஹரன், முத்துராஜா தெரு, பொன்னுசங்கம்பட்டி, துறையூர், திருச்சி. xyxy=(404,708,751,790)
ward-text: : செ.தனுஷ், 2/81, வடக்குத் தெரு, கிளியனூர்பட்டி, பொன்னுசங்கம்பட்டி, துறையூர், திருச்சி. xyxy=(509,420,751,468)
para-lead: அமைப்பாளர் xyxy=(772,1847,853,1861)
para-lead: அமைப்பாளர் xyxy=(1141,1920,1221,1935)
ward-number: பாகம் – 257 xyxy=(404,473,474,488)
para-lead: அமைப்பாளர் xyxy=(772,162,853,176)
branch-header: மீனாட்சிப்பட்டி கிளை xyxy=(124,1717,294,1737)
para-lead: அமைப்பாளர் xyxy=(35,1287,115,1302)
ward-row xyxy=(1141,800,1490,850)
panchayat-banner: சொக்கநாதபுரம் ஊராட்சி xyxy=(1210,410,1421,436)
ward-number: பாகம் – 244 xyxy=(1141,801,1211,815)
news-column-1 xyxy=(25,122,394,2303)
office-bearer-para: அமைப்பாளர் : ரா.விக்னேஷ், 4/38, தேவரப்பம்பட்டி, துறையூர், திருச்சி. xyxy=(404,1355,751,1387)
office-bearer-para: துணை அமைப்பாளர்கள் : (1) த.விஷ்வா, 9/158, வடக்குத் தெரு, நாகமநாயக்கன்பட்டி, திருச்சி. (2) தி.கிஷோர், 199, வடக்குத் தெரு, நாகமநாயக்கன்பட்டி, திருச்சி. (3) பெ.மணிவண்ணன், 9/127, வடக்குத் தெரு, நாகமநாயக்கன்பட்டி, திருச்சி. xyxy=(35,464,383,546)
ward-number: பாகம் – 258 xyxy=(404,510,474,524)
ward-list-heading: பாக அமைப்பாளர்கள் : xyxy=(507,291,648,306)
para-lead: துணை அமைப்பாளர்கள் xyxy=(35,1591,183,1606)
news-column-4 xyxy=(1131,122,1500,2303)
para-lead: அமைப்பாளர் xyxy=(404,1739,484,1753)
para-lead: துணை அமைப்பாளர்கள் xyxy=(1141,531,1286,545)
para-lead: அமைப்பாளர் xyxy=(35,1075,115,1090)
branch-header: திருமனூர் ஆதி திராவிடர் குடியிருப்பு கிளை xyxy=(777,1978,1115,1998)
ward-number: பாகம் – 252 xyxy=(404,1580,474,1594)
para-lead: துணை அமைப்பாளர்கள் xyxy=(35,784,190,798)
para-lead: துணை அமைப்பாளர்கள் xyxy=(1141,672,1284,687)
para-lead: துணை அமைப்பாளர்கள் xyxy=(1141,1623,1284,1637)
ward-list-heading: பாக அமைப்பாளர்கள் : xyxy=(1244,1214,1387,1229)
branch-header: நாகமநாயக்கன்பட்டி ஆதி திராவிடர் குடியிருப்பு கிளை xyxy=(80,557,337,597)
ward-row xyxy=(35,895,382,928)
ward-row xyxy=(1141,2177,1490,2227)
para-lead: அமைப்பாளர் xyxy=(35,604,115,619)
ward-number: பாகம் – 253 xyxy=(404,1633,474,1647)
office-bearer-para: அமைப்பாளர் : ந.ஸ்ரீதர், 2/151, வடக்குத் தெரு, கிளியனூர்பட்டி, பொன்னுசங்கம்பட்டி, துறையூர், திருச்சி. xyxy=(35,1412,383,1443)
ward-row xyxy=(1141,1235,1490,1268)
ward-row xyxy=(35,931,382,965)
news-column-2 xyxy=(394,122,762,2303)
masthead-bar xyxy=(0,56,1525,101)
ward-row xyxy=(404,1542,751,1575)
branch-header: அம்மாப்பட்டி ஆதி திராவிடர் குடியிருப்பு கிளை xyxy=(1156,1039,1475,1078)
office-bearer-para: அமைப்பாளர் : ம.விஜய், 4/26, குருவம்பட்டி, அய்யம்பாளையம், துறையூர், திருச்சி. xyxy=(35,268,383,299)
panchayat-banner: முத்தியம்பாளையம் ஊராட்சி xyxy=(823,910,1069,936)
office-bearer-para: துணை அமைப்பாளர்கள் : (1) த.அபிசேக், 4/104, தெற்கு மாரியம்மன் கோயில் தெரு, சிங்களாந்தபுரம், துறையூர், திருச்சி. (2) சு.தீபக், 4/155, தெற்கு, சிங்களாந்தபுரம், துறையூர், திருச்சி. (3) செ.ஆகாஷ், 4/184, தெற்கு மாரியம்மன் கோயில் தெரு, தெற்கியூர், சிங்களாந்தபுரம், துறையூர், திருச்சி. xyxy=(772,520,1120,602)
office-bearer-para: அமைப்பாளர் : செ.மாதேஷ், 84/60, தெற்குத் தெரு, நல்லியம்பாளையம், சொரத்தூர், துறையூர், திருச்சி. xyxy=(772,1483,1120,1515)
ward-text: : பா.அரவிந்த், 4/565, ஆதிதிராவிடர் தெரு, வி.அ.சமுத்திரம், துறையூர், திருச்சி. xyxy=(1246,313,1490,344)
para-lead: துணை அமைப்பாளர்கள் xyxy=(772,2201,933,2216)
office-bearer-para: துணை அமைப்பாளர்கள் : (1) முகமது ஜமீல், ஏரகுடி பிரதான சாலை, திருமனூர், துறையூர், திருச்சி. (2) பாலமுருகன், கவுண்டர் தெரு, வி.அ.சமுத்திரம், துறையூர், திருச்சி. (3) செ.தினேஷ், 230, கவுண்டர் தெரு, வி.அ.சமுத்திரம், துறையூர், திருச்சி. xyxy=(772,1885,1120,1967)
news-columns xyxy=(25,118,1500,2304)
ward-row xyxy=(404,312,751,362)
branch-header: கோவிந்தபுரம் கிளை xyxy=(1236,1396,1395,1416)
para-lead: அமைப்பாளர் xyxy=(404,1022,484,1037)
office-bearer-para: துணை அமைப்பாளர்கள் : (1) பா.அரவிந்த், 4/151, தெற்குத் தெரு, முத்தியம்பாளையம், துறையூர், திருச்சி. (2) அ.அஜித், 381, தெற்குத் தெரு, முத்தியம்பாளையம், துறையூர், திருச்சி. (3) ரா.தாமோதரன், வடக்குத் தெரு, முத்தியம்பாளையம், துறையூர், திருச்சி. xyxy=(772,1011,1120,1092)
ward-number: பாகம் – 276 xyxy=(772,632,842,646)
para-lead: துணை அமைப்பாளர்கள் xyxy=(404,1778,556,1793)
office-bearer-para: துணை அமைப்பாளர்கள் : (1) ர.கவின், 2/243, கிழக்குத் தெரு, வீரமச்சான்பட்டி, சொக்கநாதபுரம், துறையூர், திருச்சி. (2) உ.இளவரசன், 255, வடக்குத் தெரு, வீரமச்சான்பட்டி, சொக்கநாதபுரம், துறையூர், திருச்சி. (3) த. மாணிக்கம், 1/52, வடக்குத் தெரு, வீரமச்சான்பட்டி, சொக்கநாதபுரம், துறையூர், திருச்சி. xyxy=(1141,672,1490,771)
ward-list-heading: பாக அமைப்பாளர்கள் : xyxy=(1244,291,1387,306)
panchayat-banner: பொன்னுசங்கம்பட்டி ஊராட்சி xyxy=(452,608,703,634)
branch-header: அம்மாப்பட்டி கிளை xyxy=(1236,897,1395,917)
ward-number: பாகம் – 162 xyxy=(1141,2178,1211,2193)
ward-row xyxy=(1141,312,1490,345)
office-bearer-para: துணை அமைப்பாளர்கள் : (1) த.வாஹீசன், 533, தெற்குத் தெரு, புளியம்பட்டி, கீழக்குன்னுப்பட்டி, துறையூர், திருச்சி. (2) செ.பாலாஜி, 104, வடக்குத் தெரு, புளியம்பட்டி, கீழக்குன்னுப்பட்டி, துறையூர், திருச்சி. (3) பெ.உதயகுமார், 558, வடக்குத் தெரு, புளியம்பட்டி, கீழக்குன்னுப்பட்டி, துறையூர், திருச்சி. xyxy=(772,1347,1120,1446)
dateline: சென்னை 07.03.2026 xyxy=(27,64,234,88)
